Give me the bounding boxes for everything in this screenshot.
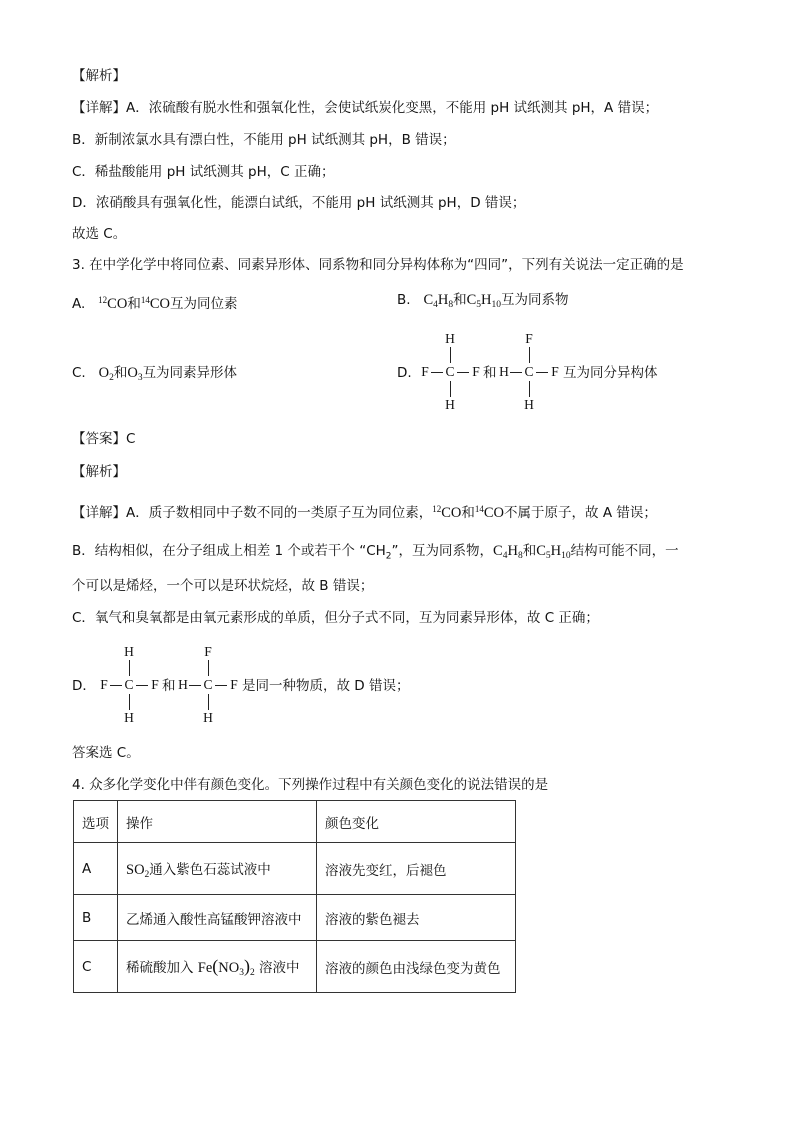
bond	[129, 660, 130, 676]
q3-option-c	[72, 364, 237, 387]
option-c-text: 互为同素异形体	[142, 365, 238, 381]
explain-d-tail: 是同一种物质，故 D 错误；	[242, 678, 410, 694]
atom-f-right: F	[230, 677, 238, 692]
bond	[529, 347, 530, 363]
atom-h-bottom: H	[524, 397, 534, 412]
detail-line-d: D．浓硝酸具有强氧化性，能漂白试纸，不能用 pH 试纸测其 pH，D 错误；	[72, 195, 526, 211]
q3-option-b	[397, 291, 569, 314]
cell-color: 溶液的紫色褪去	[317, 895, 516, 941]
atom-f-top: F	[204, 644, 212, 659]
options-table	[73, 800, 516, 993]
bond	[536, 372, 548, 373]
formula-fe-no3-2: $Fe(NO_3)_2$	[197, 955, 255, 978]
atom-f-left: F	[421, 364, 429, 379]
bond	[110, 685, 122, 686]
option-a-text: 互为同位素	[169, 296, 238, 312]
cell-option: A	[74, 843, 118, 895]
explain-b-mid: ”，互为同系物，	[391, 543, 494, 559]
bond	[208, 694, 209, 710]
answer-final: 答案选 C。	[72, 745, 140, 761]
explain-d-label: D．	[72, 678, 96, 694]
atom-h-left: H	[499, 364, 509, 379]
q3-option-d-text: 互为同分异构体	[563, 365, 658, 381]
cell-operation: 乙烯通入酸性高锰酸钾溶液中	[118, 895, 317, 941]
atom-h-left: H	[178, 677, 188, 692]
cell-color: 溶液先变红，后褪色	[317, 843, 516, 895]
detail-line-b: B．新制浓氯水具有漂白性，不能用 pH 试纸测其 pH，B 错误；	[72, 132, 456, 148]
atom-f-right: F	[472, 364, 480, 379]
option-b-text: 互为同系物	[501, 292, 569, 308]
structure-cf2h2-second	[176, 645, 246, 727]
bond	[189, 685, 201, 686]
detail-line-a: 【详解】A．浓硫酸有脱水性和强氧化性，会使试纸炭化变黑，不能用 pH 试纸测其 pH，A 错误；	[72, 100, 659, 116]
table-row	[74, 895, 516, 941]
header-operation: 操作	[118, 801, 317, 843]
q3-option-d-label: D.	[397, 365, 412, 381]
table-header-row	[74, 801, 516, 843]
header-color-change: 颜色变化	[317, 801, 516, 843]
table-row	[74, 941, 516, 993]
bond	[208, 660, 209, 676]
jiexi-heading-2: 【解析】	[72, 464, 126, 480]
bond	[136, 685, 148, 686]
bond	[450, 347, 451, 363]
conjunction: 和	[522, 543, 537, 559]
formula-14co: $^{14}$CO	[140, 295, 170, 312]
table-row	[74, 843, 516, 895]
question-4-stem: 4. 众多化学变化中伴有颜色变化。下列操作过程中有关颜色变化的说法错误的是	[72, 777, 549, 793]
operation-text: 溶液中	[254, 959, 300, 976]
atom-c-center: C	[124, 677, 134, 692]
explain-c: C．氧气和臭氧都是由氧元素形成的单质，但分子式不同，互为同素异形体，故 C 正确；	[72, 610, 599, 626]
subscript: 2	[385, 551, 392, 562]
conjunction: 和	[461, 505, 475, 521]
atom-c-center: C	[524, 364, 534, 379]
atom-h-top: H	[124, 644, 134, 659]
formula-12co: $^{12}$CO	[432, 504, 462, 521]
conjunction: 和	[127, 296, 141, 312]
explain-b	[72, 542, 679, 566]
atom-c-center: C	[445, 364, 455, 379]
structure-cf2h2-second	[497, 332, 567, 414]
atom-f-left: F	[100, 677, 108, 692]
conclusion-line-1: 故选 C。	[72, 226, 127, 242]
atom-h-bottom: H	[124, 710, 134, 725]
formula-c5h10: $C_5H_{10}$	[466, 292, 501, 310]
cell-color: 溶液的颜色由浅绿色变为黄色	[317, 941, 516, 993]
option-c-label: C.	[72, 365, 86, 381]
formula-12co: $^{12}$CO	[98, 295, 128, 312]
cell-operation	[118, 843, 317, 895]
detail-line-c: C．稀盐酸能用 pH 试纸测其 pH，C 正确；	[72, 164, 335, 180]
conjunction: 和	[483, 365, 497, 381]
bond	[457, 372, 469, 373]
question-3-stem: 3. 在中学化学中将同位素、同素异形体、同系物和同分异构体称为“四同”，下列有关说法一定正确的是	[72, 257, 684, 273]
explain-a-text: 【详解】A．质子数相同中子数不同的一类原子互为同位素，	[72, 505, 433, 521]
atom-h-bottom: H	[203, 710, 213, 725]
explain-b-line2: 个可以是烯烃，一个可以是环状烷烃，故 B 错误；	[72, 578, 374, 594]
q3-option-a	[72, 291, 237, 313]
jiexi-heading-1: 【解析】	[72, 68, 126, 84]
formula-so2: $SO_2$	[126, 861, 150, 880]
option-b-label: B.	[397, 292, 411, 308]
conjunction: 和	[162, 678, 176, 694]
atom-c-center: C	[203, 677, 213, 692]
conjunction: 和	[113, 365, 128, 381]
formula-o2: $O_2$	[98, 365, 114, 383]
explain-b-tail: 结构可能不同，一	[570, 543, 679, 559]
formula-c5h10: $C_5H_{10}$	[536, 543, 571, 561]
formula-o3: $O_3$	[127, 365, 143, 383]
atom-f-top: F	[525, 331, 533, 346]
atom-f-right: F	[551, 364, 559, 379]
bond	[450, 381, 451, 397]
cell-operation	[118, 941, 317, 993]
header-option: 选项	[74, 801, 118, 843]
atom-h-bottom: H	[445, 397, 455, 412]
bond	[129, 694, 130, 710]
formula-14co: $^{14}$CO	[474, 504, 505, 521]
conjunction: 和	[453, 292, 467, 308]
cell-option: C	[74, 941, 118, 993]
bond	[215, 685, 227, 686]
option-a-label: A.	[72, 296, 86, 312]
formula-c4h8: $C_4H_8$	[423, 292, 454, 310]
operation-text: 通入紫色石蕊试液中	[149, 861, 271, 878]
atom-h-top: H	[445, 331, 455, 346]
structure-cf2h2-first	[97, 645, 167, 727]
operation-text: 稀硫酸加入	[126, 959, 198, 976]
structure-cf2h2-first	[418, 332, 488, 414]
explain-b-text: B．结构相似，在分子组成上相差 1 个或若干个 “CH	[72, 543, 386, 559]
bond	[431, 372, 443, 373]
explain-a	[72, 500, 657, 522]
cell-option: B	[74, 895, 118, 941]
formula-c4h8: $C_4H_8$	[493, 543, 523, 561]
bond	[510, 372, 522, 373]
atom-f-right: F	[151, 677, 159, 692]
answer-line: 【答案】C	[72, 431, 136, 447]
explain-a-tail: 不属于原子，故 A 错误；	[504, 505, 657, 521]
bond	[529, 381, 530, 397]
